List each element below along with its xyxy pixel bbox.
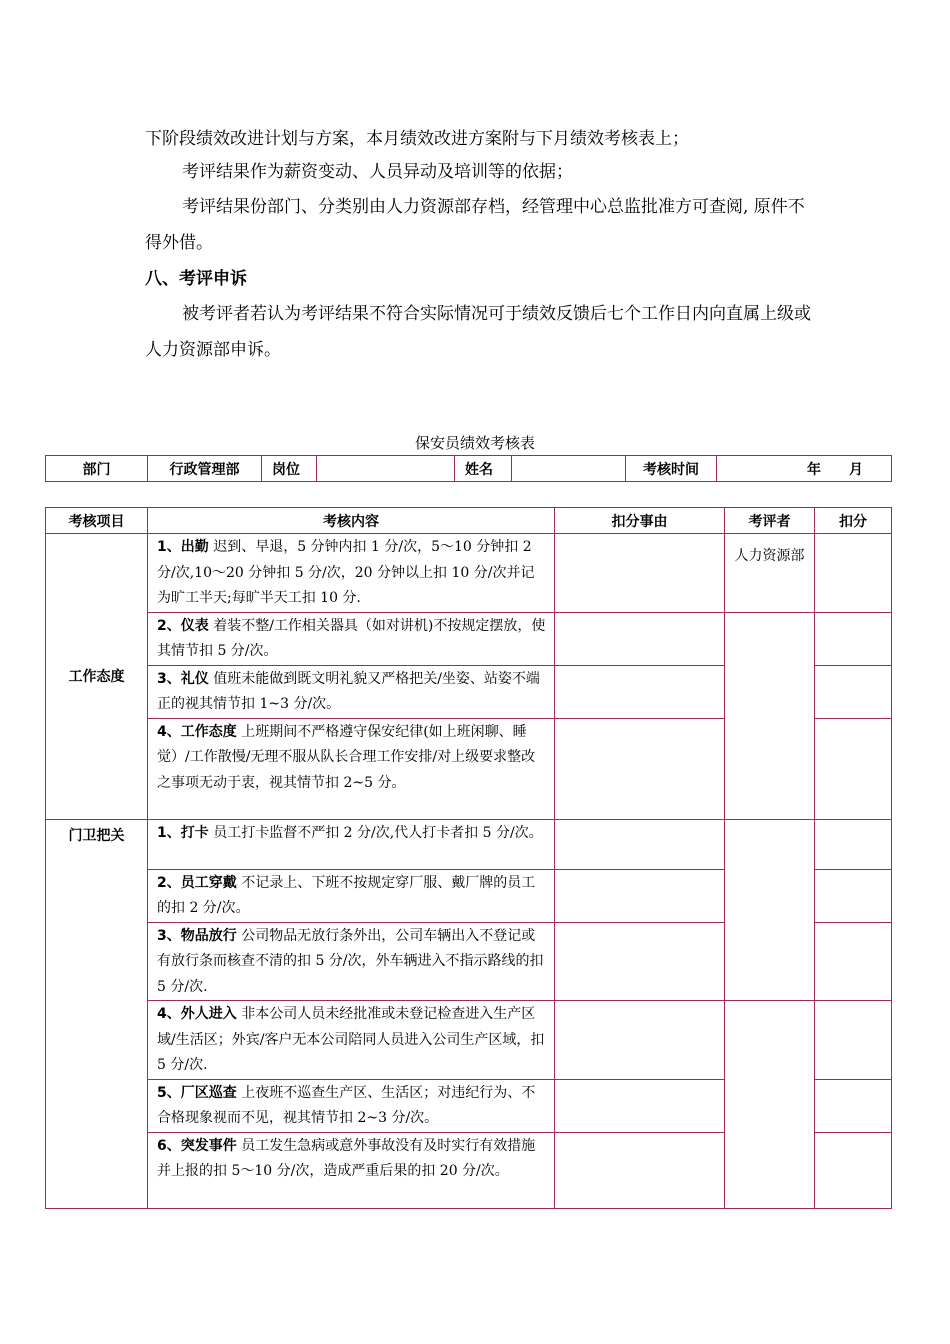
item-title: 4、工作态度 (157, 723, 237, 740)
item-title: 3、物品放行 (157, 927, 237, 944)
item-text: 上夜班不巡查生产区、生活区；对违纪行为、不合格现象视而不见，视其情节扣 2~3 分/次。 (157, 1084, 536, 1126)
assessor-cell (725, 819, 815, 1001)
deduction-cell[interactable] (815, 534, 892, 613)
post-value-field[interactable] (317, 456, 455, 482)
header-item: 考核项目 (46, 508, 148, 534)
paragraph-3: 考评结果份部门、分类别由人力资源部存档，经管理中心总监批准方可查阅, 原件不得外借。 (145, 197, 805, 253)
time-label: 考核时间 (626, 456, 717, 482)
assessor-cell (725, 612, 815, 819)
deduction-reason-cell[interactable] (555, 1079, 725, 1132)
item-attendance (148, 534, 555, 613)
item-employee-attire (148, 869, 555, 922)
item-work-attitude (148, 718, 555, 819)
deduction-reason-cell[interactable] (555, 1132, 725, 1208)
item-factory-patrol (148, 1079, 555, 1132)
item-goods-release (148, 922, 555, 1001)
assessor-name: 人力资源部 (734, 548, 805, 564)
info-table (45, 455, 892, 482)
header-deduction-reason: 扣分事由 (555, 508, 725, 534)
deduction-cell[interactable] (815, 665, 892, 718)
paragraph-2: 考评结果作为薪资变动、人员异动及培训等的依据； (182, 162, 573, 182)
deduction-reason-cell[interactable] (555, 534, 725, 613)
deduction-cell[interactable] (815, 869, 892, 922)
item-text: 不记录上、下班不按规定穿厂服、戴厂牌的员工的扣 2 分/次。 (157, 874, 536, 916)
item-text: 员工打卡监督不严扣 2 分/次,代人打卡者扣 5 分/次。 (208, 824, 543, 841)
item-etiquette (148, 665, 555, 718)
deduction-reason-cell[interactable] (555, 922, 725, 1001)
deduction-cell[interactable] (815, 718, 892, 819)
paragraph-1: 下阶段绩效改进计划与方案，本月绩效改进方案附与下月绩效考核表上； (145, 129, 689, 149)
item-title: 2、员工穿戴 (157, 874, 237, 891)
deduction-cell[interactable] (815, 1079, 892, 1132)
name-label: 姓名 (455, 456, 512, 482)
deduction-cell[interactable] (815, 922, 892, 1001)
item-text: 迟到、早退，5 分钟内扣 1 分/次，5～10 分钟扣 2 分/次,10～20 分钟扣 5 分/次，20 分钟以上扣 10 分/次并记为旷工半天;每旷半天工扣 10 分. (157, 539, 535, 606)
deduction-reason-cell[interactable] (555, 718, 725, 819)
item-title: 1、打卡 (157, 824, 209, 841)
dept-value[interactable]: 行政管理部 (148, 456, 262, 482)
deduction-reason-cell[interactable] (555, 1001, 725, 1080)
item-text: 着装不整/工作相关器具（如对讲机)不按规定摆放，使其情节扣 5 分/次。 (157, 617, 546, 659)
form-title: 保安员绩效考核表 (414, 434, 535, 452)
item-emergency (148, 1132, 555, 1208)
year-label: 年 (807, 461, 821, 478)
item-clock-in (148, 819, 555, 869)
deduction-reason-cell[interactable] (555, 612, 725, 665)
header-content: 考核内容 (148, 508, 555, 534)
deduction-cell[interactable] (815, 612, 892, 665)
deduction-cell[interactable] (815, 1001, 892, 1080)
name-value-field[interactable] (512, 456, 626, 482)
item-title: 6、突发事件 (157, 1137, 237, 1154)
assessor-cell (725, 1001, 815, 1209)
header-assessor: 考评者 (725, 508, 815, 534)
header-deduction: 扣分 (815, 508, 892, 534)
deduction-reason-cell[interactable] (555, 819, 725, 869)
item-title: 3、礼仪 (157, 670, 209, 687)
section-heading: 八、考评申诉 (145, 269, 247, 289)
post-label: 岗位 (262, 456, 317, 482)
dept-label: 部门 (46, 456, 148, 482)
deduction-cell[interactable] (815, 819, 892, 869)
item-title: 2、仪表 (157, 617, 209, 634)
item-text: 公司物品无放行条外出，公司车辆出入不登记或有放行条而核查不清的扣 5 分/次，外车辆进入不指示路线的扣 5 分/次. (157, 927, 544, 995)
item-text: 上班期间不严格遵守保安纪律(如上班闲聊、睡觉）/工作散慢/无理不服从队长合理工作安排/对上级要求整改之事项无动于衷，视其情节扣 2~5 分。 (157, 723, 536, 791)
deduction-reason-cell[interactable] (555, 665, 725, 718)
time-value-field[interactable] (717, 456, 892, 482)
item-title: 1、出勤 (157, 539, 209, 555)
appeal-paragraph: 被考评者若认为考评结果不符合实际情况可于绩效反馈后七个工作日内向直属上级或人力资源部申诉。 (145, 304, 811, 360)
assessor-cell (725, 534, 815, 613)
item-title: 4、外人进入 (157, 1006, 237, 1022)
item-text: 非本公司人员未经批准或未登记检查进入生产区域/生活区；外宾/客户无本公司陪同人员进入公司生产区域，扣 5 分/次. (157, 1006, 545, 1073)
item-text: 员工发生急病或意外事故没有及时实行有效措施并上报的扣 5～10 分/次，造成严重后果的扣 20 分/次。 (157, 1137, 536, 1179)
deduction-cell[interactable] (815, 1132, 892, 1208)
category-gate-control: 门卫把关 (46, 819, 148, 1208)
item-text: 值班未能做到既文明礼貌又严格把关/坐姿、站姿不端正的视其情节扣 1~3 分/次。 (157, 670, 540, 712)
month-label: 月 (849, 461, 863, 478)
assessment-table (45, 507, 892, 1209)
category-work-attitude: 工作态度 (46, 534, 148, 820)
item-appearance (148, 612, 555, 665)
item-visitor-entry (148, 1001, 555, 1080)
deduction-reason-cell[interactable] (555, 869, 725, 922)
item-title: 5、厂区巡查 (157, 1084, 237, 1101)
